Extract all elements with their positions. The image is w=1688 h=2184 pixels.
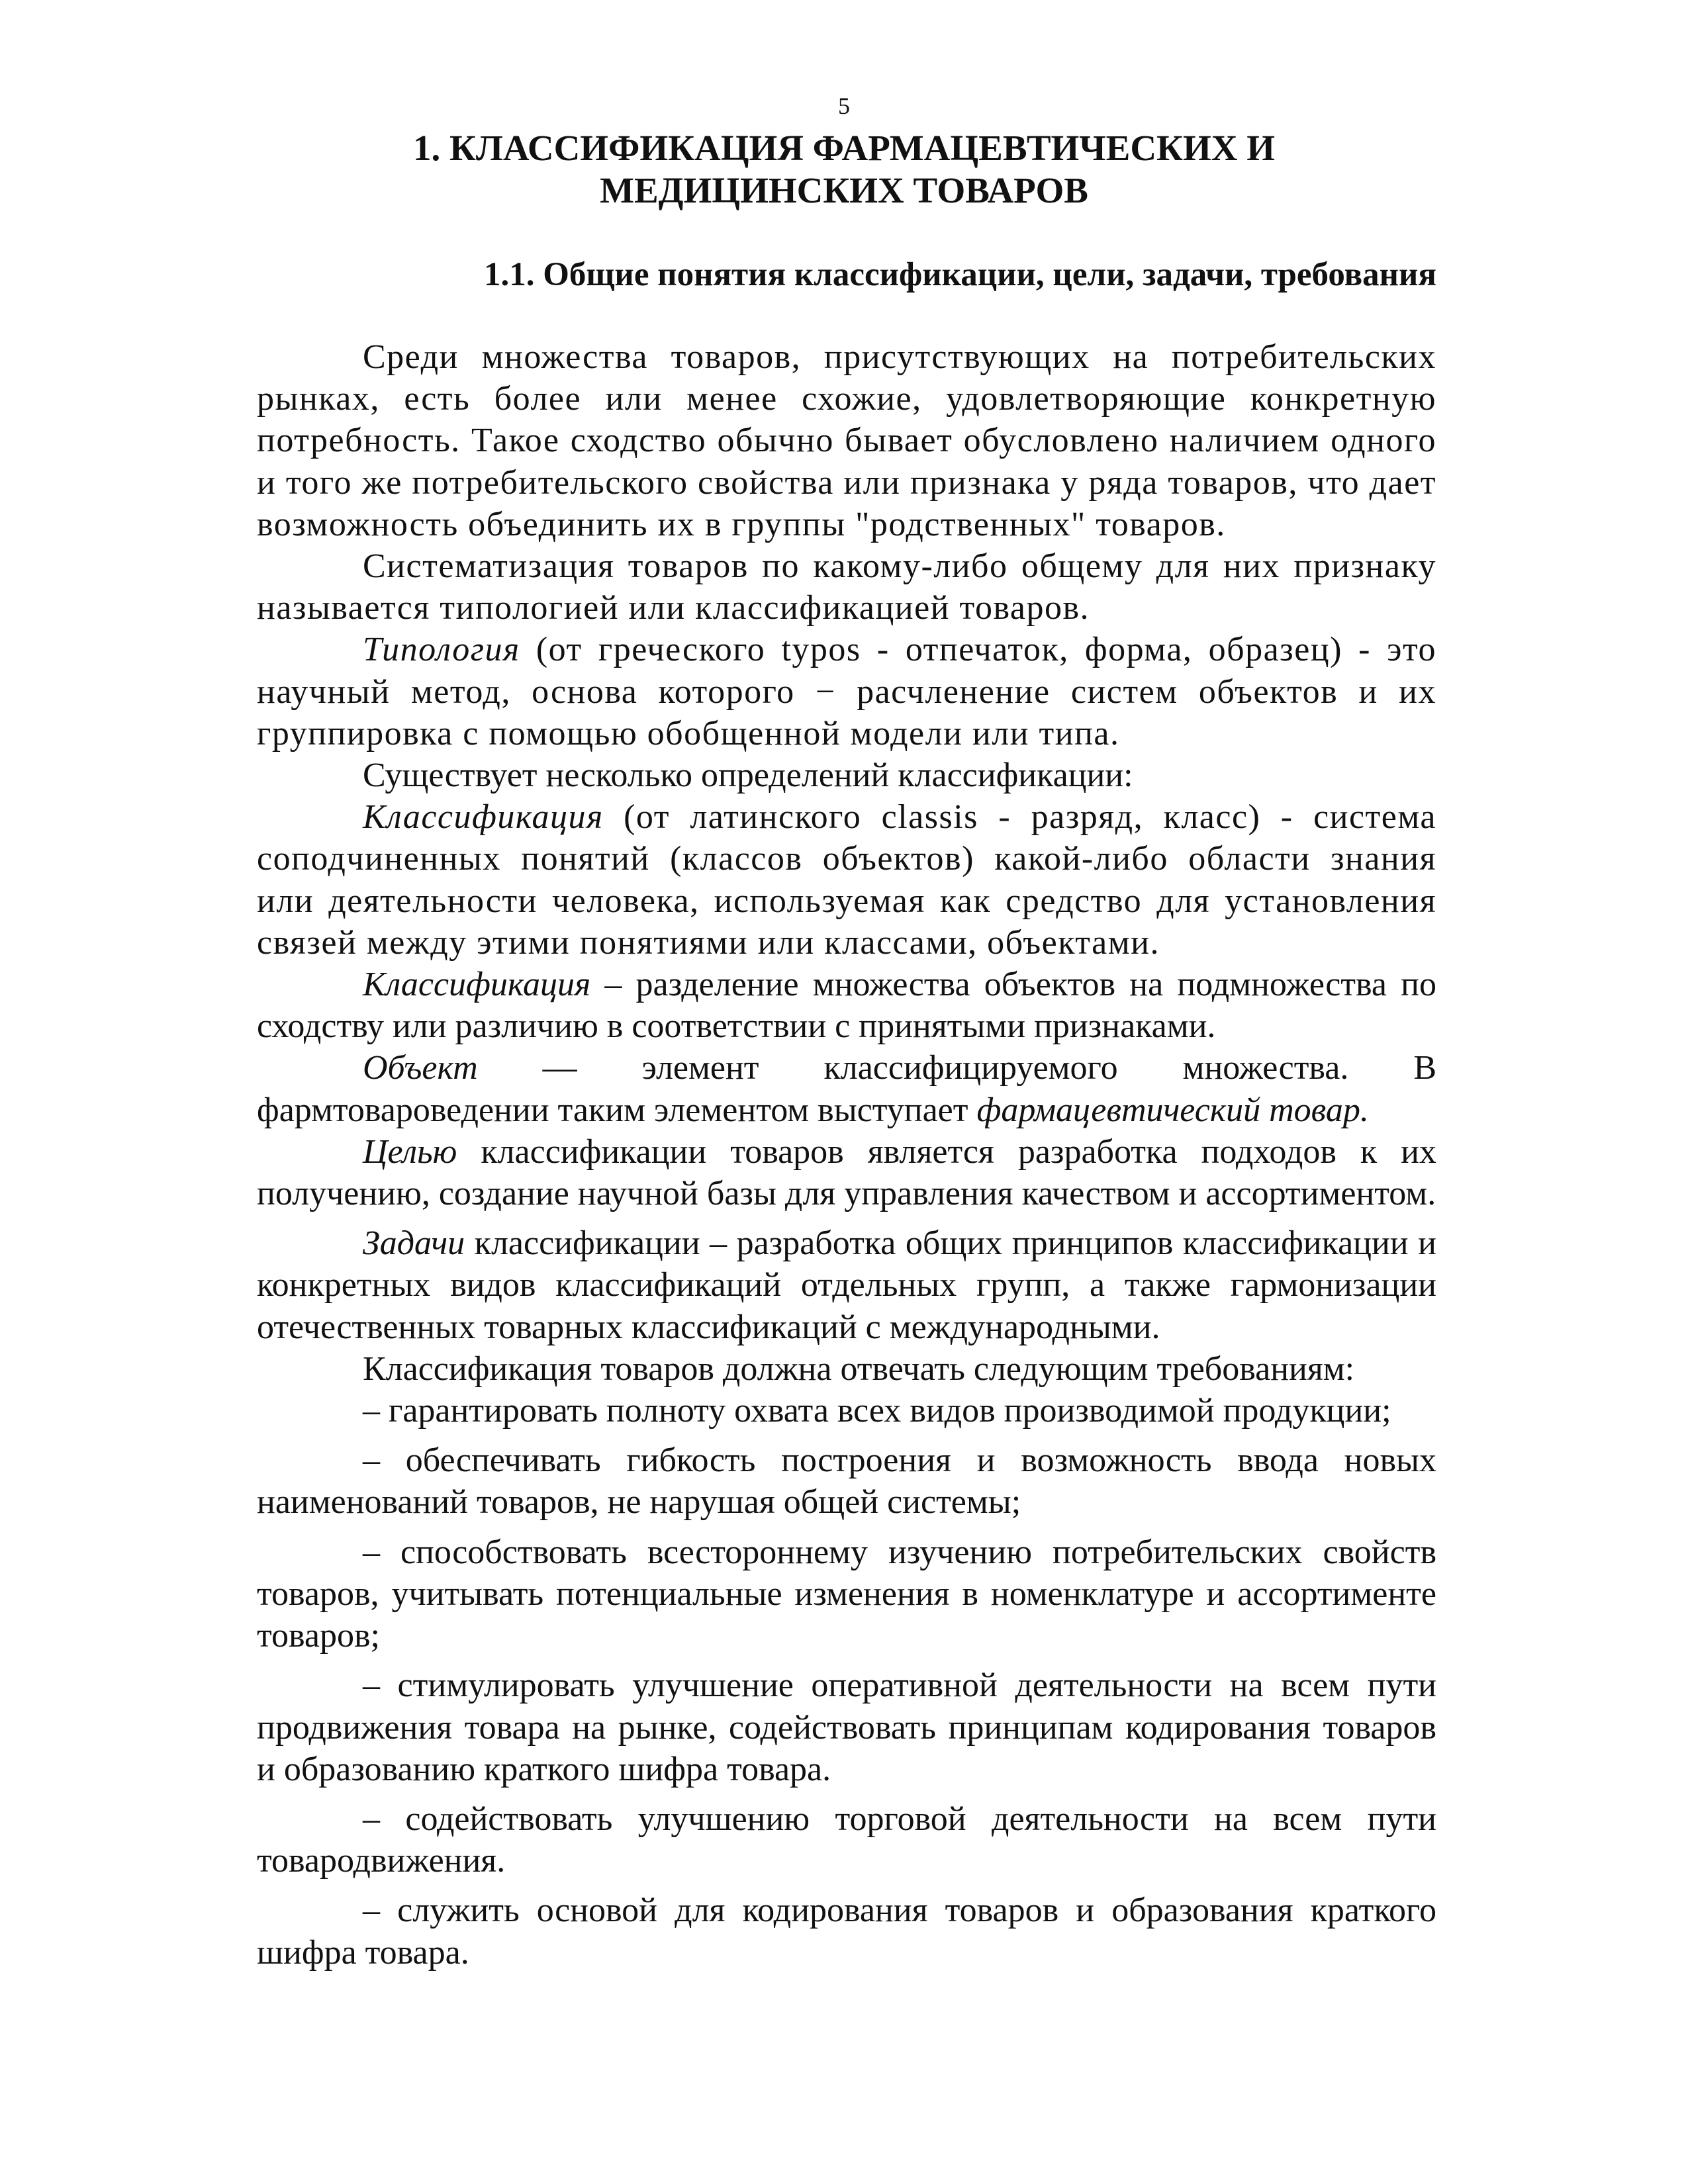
term-pharmaceutical-product: фармацевтический товар. [976,1091,1369,1129]
term-classification-2: Классификация [363,966,591,1004]
paragraph-goal [257,1131,1436,1214]
paragraph-typology [257,629,1436,754]
classification-definition-1: (от латинского classis - разряд, класс) - система соподчиненных понятий (классов объектов) какой-либо области знания или деятельности человека, используемая как средство для установления связей между этими понятиями или классами, объектами. [257,798,1436,962]
tasks-text: классификации – разработка общих принципов классификации и конкретных видов классификаций отдельных групп, а также гармонизации отечественных товарных классификаций с международными. [257,1224,1436,1346]
requirement-item-4: – стимулировать улучшение оперативной деятельности на всем пути продвижения товара на рынке, содействовать принципам кодирования товаров и образованию краткого шифра товара. [257,1666,1436,1788]
chapter-title-line-2: МЕДИЦИНСКИХ ТОВАРОВ [600,170,1088,210]
term-typology: Типология [363,631,520,669]
term-goal: Целью [363,1132,457,1171]
goal-text: классификации товаров является разработка подходов к их получению, создание научной базы для управления качеством и ассортиментом. [257,1132,1436,1213]
section-title: 1.1. Общие понятия классификации, цели, задачи, требования [483,256,1436,293]
object-definition: — элемент классифицируемого множества. В фармтовароведении таким элементом выступает [257,1049,1436,1129]
requirement-item-2: – обеспечивать гибкость построения и возможность ввода новых наименований товаров, не нарушая общей системы; [257,1441,1436,1522]
requirement-item-5: – содействовать улучшению торговой деятельности на всем пути товародвижения. [257,1799,1436,1880]
classification-definition-2: – разделение множества объектов на подмножества по сходству или различию в соответствии с принятыми признаками. [257,966,1436,1046]
chapter-title-line-1: 1. КЛАССИФИКАЦИЯ ФАРМАЦЕВТИЧЕСКИХ И [413,128,1275,168]
page-number: 5 [838,93,850,119]
body-text [257,336,1436,1974]
paragraph-tasks [257,1222,1436,1348]
paragraph-requirements-intro: Классификация товаров должна отвечать следующим требованиям: [363,1349,1355,1388]
chapter-title [252,127,1436,212]
paragraph-systematization: Систематизация товаров по какому-либо общему для них признаку называется типологией или классификацией товаров. [257,547,1436,627]
typology-definition: (от греческого typos - отпечаток, форма, образец) - это научный метод, основа которого − расчленение систем объектов и их группировка с помощью обобщенной модели или типа. [257,631,1436,752]
requirement-item-3: – способствовать всестороннему изучению потребительских свойств товаров, учитывать потенциальные изменения в номенклатуре и ассортименте товаров; [257,1533,1436,1655]
paragraph-definitions-intro: Существует несколько определений классификации: [363,756,1133,795]
term-classification-1: Классификация [363,798,604,837]
term-object: Объект [363,1049,478,1087]
requirement-item-6: – служить основой для кодирования товаров и образования краткого шифра товара. [257,1891,1436,1972]
paragraph-object [257,1047,1436,1130]
paragraph-classification-1 [257,796,1436,964]
requirement-item-1: – гарантировать полноту охвата всех видов производимой продукции; [363,1392,1391,1430]
paragraph-intro: Среди множества товаров, присутствующих на потребительских рынках, есть более или менее схожие, удовлетворяющие конкретную потребность. Такое сходство обычно бывает обусловлено наличием одного и того же потребительского свойства или признака у ряда товаров, что дает возможность объединить их в группы "родственных" товаров. [257,338,1436,543]
term-tasks: Задачи [363,1224,465,1263]
paragraph-classification-2 [257,964,1436,1047]
